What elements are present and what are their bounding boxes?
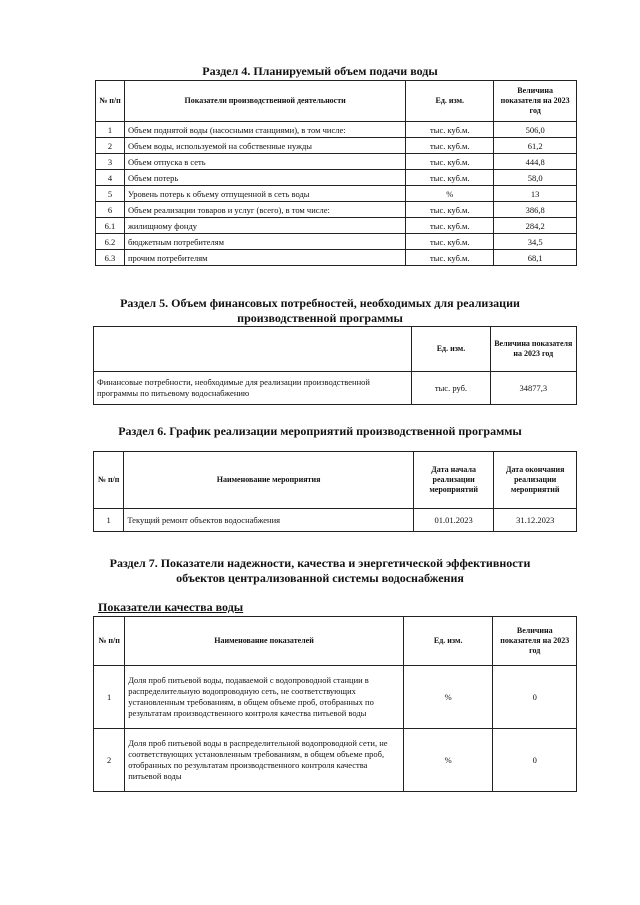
row-value: 13 [494, 186, 577, 202]
row-value: 58,0 [494, 170, 577, 186]
section5-title-line1: Раздел 5. Объем финансовых потребностей, необходимых для реализации [120, 296, 520, 310]
row-name: Доля проб питьевой воды, подаваемой с водопроводной станции в распределительную водопроводную сеть, не соответствующих установленным требованиям, в общем объеме проб, отобранных по результатам производственного контроля качества питьевой воды [125, 666, 404, 729]
table-row [96, 186, 577, 202]
section6-table [93, 451, 577, 532]
row-value: 68,1 [494, 250, 577, 266]
section7-subtitle: Показатели качества воды [98, 600, 244, 614]
row-unit: тыс. куб.м. [406, 202, 494, 218]
row-unit: % [403, 729, 493, 792]
header-start: Дата начала реализации мероприятий [413, 452, 494, 509]
table-row [96, 154, 577, 170]
row-num: 6.2 [96, 234, 125, 250]
row-unit: тыс. куб.м. [406, 218, 494, 234]
row-name: Объем поднятой воды (насосными станциями), в том числе: [124, 122, 405, 138]
table-header-row [94, 327, 577, 372]
row-unit: тыс. куб.м. [406, 138, 494, 154]
row-num: 3 [96, 154, 125, 170]
table-row [94, 666, 577, 729]
table-row [96, 138, 577, 154]
table-row [96, 234, 577, 250]
row-value: 444,8 [494, 154, 577, 170]
activity-name: Текущий ремонт объектов водоснабжения [124, 509, 414, 532]
row-unit: тыс. куб.м. [406, 154, 494, 170]
header-indicator: Показатели производственной деятельности [124, 81, 405, 122]
table-header-row [94, 452, 577, 509]
table-header-row [96, 81, 577, 122]
row-unit: тыс. куб.м. [406, 234, 494, 250]
row-num: 1 [96, 122, 125, 138]
table-header-row [94, 617, 577, 666]
header-end: Дата окончания реализации мероприятий [494, 452, 577, 509]
section4-title: Раздел 4. Планируемый объем подачи воды [202, 64, 438, 78]
row-name: Объем воды, используемой на собственные нужды [124, 138, 405, 154]
activity-num: 1 [94, 509, 124, 532]
header-num: № п/п [96, 81, 125, 122]
row-value: 284,2 [494, 218, 577, 234]
section7-table [93, 616, 577, 792]
row-num: 5 [96, 186, 125, 202]
row-value: 506,0 [494, 122, 577, 138]
table-row [96, 202, 577, 218]
row-value: 386,8 [494, 202, 577, 218]
header-value: Величина показателя на 2023 год [493, 617, 577, 666]
table-row [94, 509, 577, 532]
header-value: Величина показателя на 2023 год [494, 81, 577, 122]
row-num: 6 [96, 202, 125, 218]
table-row [96, 250, 577, 266]
section6-title: Раздел 6. График реализации мероприятий производственной программы [118, 424, 522, 438]
activity-end: 31.12.2023 [494, 509, 577, 532]
row-value: 61,2 [494, 138, 577, 154]
header-unit: Ед. изм. [403, 617, 493, 666]
row-num: 6.1 [96, 218, 125, 234]
activity-start: 01.01.2023 [413, 509, 494, 532]
row-name: Объем потерь [124, 170, 405, 186]
row-num: 2 [96, 138, 125, 154]
section4-table [95, 80, 577, 266]
row-name: прочим потребителям [124, 250, 405, 266]
header-num: № п/п [94, 452, 124, 509]
row-name: Доля проб питьевой воды в распределительной водопроводной сети, не соответствующих установленным требованиям, в общем объеме проб, отобранных по результатам производственного контроля качества питьевой воды [125, 729, 404, 792]
header-indicator-name: Наименование показателей [125, 617, 404, 666]
row-unit: тыс. куб.м. [406, 170, 494, 186]
row-value: 0 [493, 729, 577, 792]
row-unit: тыс. куб.м. [406, 250, 494, 266]
table-row [94, 372, 577, 405]
section5-table [93, 326, 577, 405]
header-unit: Ед. изм. [412, 327, 490, 372]
row-value: 34,5 [494, 234, 577, 250]
row-value: 0 [493, 666, 577, 729]
section7-title-line1: Раздел 7. Показатели надежности, качества и энергетической эффективности [109, 556, 531, 570]
row-name: бюджетным потребителям [124, 234, 405, 250]
row-num: 6.3 [96, 250, 125, 266]
header-blank [94, 327, 412, 372]
section7-title-line2: объектов централизованной системы водоснабжения [176, 571, 464, 585]
finance-value: 34877,3 [490, 372, 576, 405]
row-num: 2 [94, 729, 125, 792]
table-row [96, 170, 577, 186]
row-num: 1 [94, 666, 125, 729]
row-unit: тыс. куб.м. [406, 122, 494, 138]
header-num: № п/п [94, 617, 125, 666]
row-name: жилищному фонду [124, 218, 405, 234]
row-unit: % [406, 186, 494, 202]
table-row [96, 218, 577, 234]
row-num: 4 [96, 170, 125, 186]
row-name: Объем реализации товаров и услуг (всего), в том числе: [124, 202, 405, 218]
row-name: Объем отпуска в сеть [124, 154, 405, 170]
finance-name: Финансовые потребности, необходимые для реализации производственной программы по питьевому водоснабжению [94, 372, 412, 405]
table-row [96, 122, 577, 138]
header-activity: Наименование мероприятия [124, 452, 414, 509]
finance-unit: тыс. руб. [412, 372, 490, 405]
section5-title-line2: производственной программы [237, 311, 403, 325]
header-value: Величина показателя на 2023 год [490, 327, 576, 372]
row-name: Уровень потерь к объему отпущенной в сеть воды [124, 186, 405, 202]
header-unit: Ед. изм. [406, 81, 494, 122]
row-unit: % [403, 666, 493, 729]
table-row [94, 729, 577, 792]
